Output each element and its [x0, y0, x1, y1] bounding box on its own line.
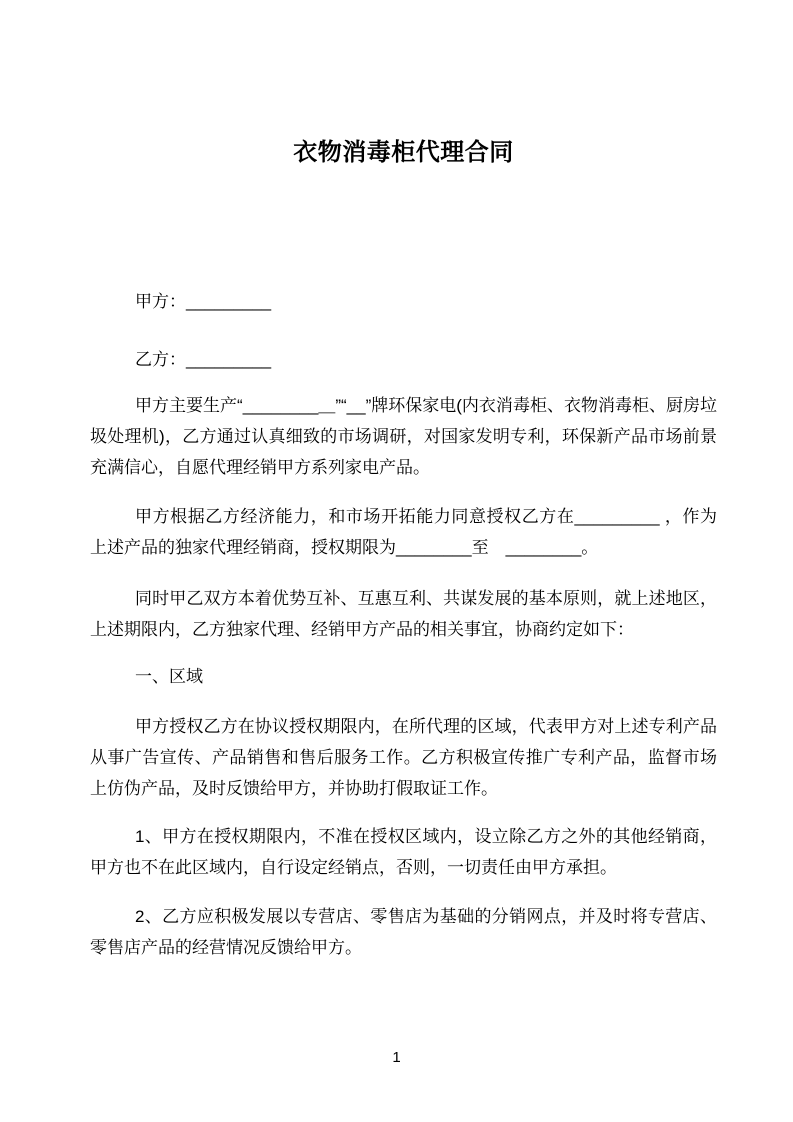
page-number: 1: [392, 1049, 401, 1066]
paragraph-clause-2: 2、乙方应积极发展以专营店、零售店为基础的分销网点，并及时将专营店、零售店产品的经营情况反馈给甲方。: [90, 907, 717, 957]
paragraph-clause-1: 1、甲方在授权期限内，不准在授权区域内，设立除乙方之外的其他经销商，甲方也不在此区域内，自行设定经销点，否则，一切责任由甲方承担。: [90, 827, 717, 877]
party-a-line: 甲方：_________: [135, 292, 272, 311]
section-1-heading: 一、区域: [135, 667, 203, 686]
document-title: 衣物消毒柜代理合同: [293, 139, 514, 166]
party-b-line: 乙方：_________: [135, 350, 272, 369]
paragraph-authorization: 甲方根据乙方经济能力，和市场开拓能力同意授权乙方在_________ ，作为上述产品的独家代理经销商，授权期限为________至 ________。: [90, 507, 717, 557]
paragraph-intro: 甲方主要生产“________＿”“__”牌环保家电(内衣消毒柜、衣物消毒柜、厨房垃圾处理机)，乙方通过认真细致的市场调研，对国家发明专利，环保新产品市场前景充满信心，自愿代理经销甲方系列家电产品。: [90, 396, 717, 477]
paragraph-principles: 同时甲乙双方本着优势互补、互惠互利、共谋发展的基本原则，就上述地区，上述期限内，乙方独家代理、经销甲方产品的相关事宜，协商约定如下：: [90, 589, 717, 639]
section-1-body: 甲方授权乙方在协议授权期限内，在所代理的区域，代表甲方对上述专利产品从事广告宣传、产品销售和售后服务工作。乙方积极宣传推广专利产品，监督市场上仿伪产品，及时反馈给甲方，并协助打假取证工作。: [90, 717, 717, 798]
